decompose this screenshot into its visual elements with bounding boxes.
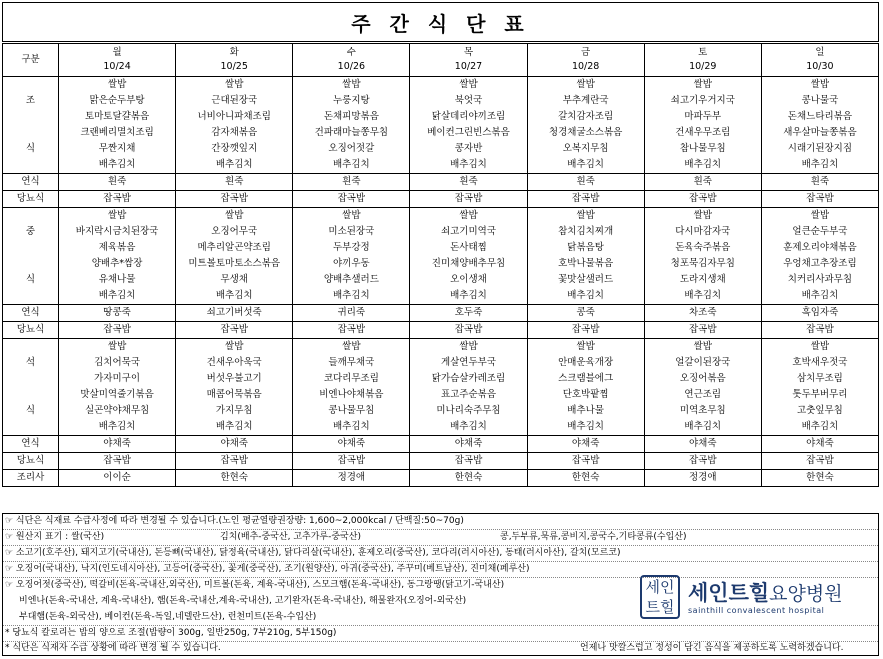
soft-diet-item: 야채죽 <box>761 436 878 453</box>
menu-item: 버섯우불고기 <box>176 371 293 387</box>
breakfast-label-cell <box>3 157 59 174</box>
dinner-label-cell <box>3 371 59 387</box>
menu-item: 쌀밥 <box>761 77 878 94</box>
day-date: 10/26 <box>337 61 366 72</box>
header-row <box>3 44 879 77</box>
soft-diet-item: 땅콩죽 <box>59 305 176 322</box>
menu-item: 건파래마늘쫑무침 <box>293 125 410 141</box>
weekly-menu-table <box>2 43 879 487</box>
diabetic-diet-item: 잡곡밥 <box>761 322 878 339</box>
menu-item: 쌀밥 <box>59 208 176 225</box>
menu-item: 배추김치 <box>527 288 644 305</box>
diabetic-diet-item: 잡곡밥 <box>761 453 878 470</box>
soft-diet-item: 흰죽 <box>59 174 176 191</box>
menu-item: 고춧잎무침 <box>761 403 878 419</box>
menu-item: 톳두부버무리 <box>761 387 878 403</box>
menu-item: 게살연두부국 <box>410 355 527 371</box>
cook-name: 정경애 <box>644 470 761 487</box>
menu-item: 무짠지채 <box>59 141 176 157</box>
menu-item: 크랜베리멸치조림 <box>59 125 176 141</box>
dinner-label-cell <box>3 387 59 403</box>
menu-item: 베이컨그린빈스볶음 <box>410 125 527 141</box>
day-name: 토 <box>698 47 708 58</box>
page-title-bar <box>2 2 879 42</box>
diabetic-diet-item: 잡곡밥 <box>176 453 293 470</box>
menu-item: 돈육숙주볶음 <box>644 240 761 256</box>
day-date: 10/27 <box>454 61 483 72</box>
diabetic-diet-item: 잡곡밥 <box>644 322 761 339</box>
menu-item: 배추김치 <box>644 288 761 305</box>
menu-item: 도라지생채 <box>644 272 761 288</box>
menu-item: 쌀밥 <box>410 77 527 94</box>
breakfast-label-top: 조 <box>3 93 59 109</box>
menu-item: 돈채피망볶음 <box>293 109 410 125</box>
breakfast-label-cell <box>3 77 59 94</box>
menu-item: 얼갈이된장국 <box>644 355 761 371</box>
lunch-label-cell <box>3 256 59 272</box>
menu-item: 얼큰순두부국 <box>761 224 878 240</box>
soft-diet-item: 흰죽 <box>293 174 410 191</box>
menu-item: 제육볶음 <box>59 240 176 256</box>
breakfast-label-cell <box>3 125 59 141</box>
soft-diet-label: 연식 <box>3 305 59 322</box>
cook-name: 한현숙 <box>176 470 293 487</box>
menu-item: 배추김치 <box>59 288 176 305</box>
soft-diet-item: 흰죽 <box>410 174 527 191</box>
note-origin <box>5 530 875 545</box>
menu-item: 갈치감자조림 <box>527 109 644 125</box>
soft-diet-item: 야채죽 <box>59 436 176 453</box>
soft-diet-item: 귀리죽 <box>293 305 410 322</box>
breakfast-row <box>3 93 879 109</box>
note-origin-processed-1: ☞ 오징어젓(중국산), 떡갈비(돈육-국내산,외국산), 미트볼(돈육, 계육-국내산), 스모크햄(돈육-국내산), 동그랑땡(닭고기-국내산) <box>5 580 505 590</box>
menu-item: 쌀밥 <box>761 339 878 356</box>
day-name: 목 <box>463 47 474 58</box>
day-name: 월 <box>112 47 122 58</box>
day-name: 금 <box>581 47 591 58</box>
menu-item: 김치어묵국 <box>59 355 176 371</box>
logo-seal-icon: 세인 트힐 <box>640 575 680 619</box>
menu-item: 양배추*쌈장 <box>59 256 176 272</box>
menu-item: 가지무침 <box>176 403 293 419</box>
menu-item: 우엉채고추장조림 <box>761 256 878 272</box>
menu-item: 쌀밥 <box>59 77 176 94</box>
menu-item: 배추김치 <box>293 419 410 436</box>
menu-item: 배추김치 <box>761 157 878 174</box>
diabetic-diet-item: 잡곡밥 <box>410 453 527 470</box>
dinner-diabetic-row <box>3 453 879 470</box>
breakfast-label-bottom: 식 <box>3 141 59 157</box>
menu-item: 배추김치 <box>410 157 527 174</box>
menu-item: 표고주순볶음 <box>410 387 527 403</box>
menu-item: 참치김치찌개 <box>527 224 644 240</box>
menu-item: 건새우아욱국 <box>176 355 293 371</box>
menu-item: 다시마감자국 <box>644 224 761 240</box>
note-origin-processed-2: 비엔나(돈육-국내산, 계육-국내산), 햄(돈육-국내산,계육-국내산), 고기완자(돈육-국내산), 해물완자(오징어-외국산) <box>19 596 467 606</box>
soft-diet-item: 흰죽 <box>644 174 761 191</box>
soft-diet-item: 쇠고기버섯죽 <box>176 305 293 322</box>
day-header <box>176 44 293 77</box>
menu-item: 쌀밥 <box>644 339 761 356</box>
breakfast-row <box>3 141 879 157</box>
menu-item: 호박새우젓국 <box>761 355 878 371</box>
cook-name: 이이순 <box>59 470 176 487</box>
menu-item: 배추김치 <box>59 419 176 436</box>
menu-item: 배추김치 <box>527 419 644 436</box>
menu-item: 배추김치 <box>293 288 410 305</box>
diabetic-diet-item: 잡곡밥 <box>527 453 644 470</box>
day-header <box>293 44 410 77</box>
menu-item: 배추김치 <box>59 157 176 174</box>
logo-name: 세인트힐요양병원 <box>688 581 843 605</box>
diabetic-diet-item: 잡곡밥 <box>410 191 527 208</box>
menu-item: 비엔나야채볶음 <box>293 387 410 403</box>
note-origin-meat: ☞ 소고기(호주산), 돼지고기(국내산), 돈등뼈(국내산), 닭정육(국내산), 닭다리살(국내산), 훈제오리(중국산), 코다리(러시아산), 동태(러시아산), 갈치(모르코) <box>5 548 621 558</box>
note-origin-seafood: ☞ 오징어(국내산), 낙지(인도네시아산), 고등어(중국산), 꽃게(중국산), 조기(원양산), 아귀(중국산), 주꾸미(베트남산), 진미채(페루산) <box>5 564 530 574</box>
menu-item: 연근조림 <box>644 387 761 403</box>
lunch-label-top: 중 <box>3 224 59 240</box>
menu-item: 콩나물무침 <box>293 403 410 419</box>
soft-diet-item: 야채죽 <box>644 436 761 453</box>
header-label: 구분 <box>3 44 59 77</box>
menu-item: 유채나물 <box>59 272 176 288</box>
menu-item: 단호박팥찜 <box>527 387 644 403</box>
soft-diet-label: 연식 <box>3 174 59 191</box>
menu-item: 미역초무침 <box>644 403 761 419</box>
day-date: 10/24 <box>103 61 131 72</box>
menu-item: 바지락시금치된장국 <box>59 224 176 240</box>
menu-item: 쌀밥 <box>293 208 410 225</box>
menu-item: 북엇국 <box>410 93 527 109</box>
menu-item: 부추계란국 <box>527 93 644 109</box>
cook-name: 한현숙 <box>527 470 644 487</box>
menu-item: 오징어젓갈 <box>293 141 410 157</box>
menu-item: 훈제오리야채볶음 <box>761 240 878 256</box>
menu-item: 배추김치 <box>293 157 410 174</box>
note-footer-change: * 식단은 식재자 수급 상황에 따라 변경 될 수 있습니다. <box>5 643 221 653</box>
menu-item: 쌀밥 <box>176 77 293 94</box>
day-date: 10/30 <box>806 61 834 72</box>
menu-item: 미소된장국 <box>293 224 410 240</box>
lunch-row <box>3 240 879 256</box>
day-header <box>59 44 176 77</box>
soft-diet-item: 흰죽 <box>761 174 878 191</box>
breakfast-label-cell <box>3 109 59 125</box>
dinner-soft-row <box>3 436 879 453</box>
dinner-row <box>3 387 879 403</box>
lunch-row <box>3 208 879 225</box>
menu-item: 삼치무조림 <box>761 371 878 387</box>
day-header <box>644 44 761 77</box>
soft-diet-item: 흑임자죽 <box>761 305 878 322</box>
menu-item: 너비아니파채조림 <box>176 109 293 125</box>
dinner-label-top: 석 <box>3 355 59 371</box>
breakfast-soft-row <box>3 174 879 191</box>
menu-item: 배추김치 <box>761 288 878 305</box>
breakfast-diabetic-row <box>3 191 879 208</box>
menu-item: 오징어무국 <box>176 224 293 240</box>
soft-diet-item: 야채죽 <box>293 436 410 453</box>
lunch-label-cell <box>3 240 59 256</box>
diabetic-diet-item: 잡곡밥 <box>293 191 410 208</box>
day-date: 10/29 <box>689 61 717 72</box>
menu-item: 배추김치 <box>410 419 527 436</box>
menu-item: 배추김치 <box>527 157 644 174</box>
menu-item: 콩나물국 <box>761 93 878 109</box>
diabetic-diet-item: 잡곡밥 <box>644 191 761 208</box>
menu-item: 쌀밥 <box>293 339 410 356</box>
day-date: 10/28 <box>571 61 600 72</box>
menu-item: 배추김치 <box>761 419 878 436</box>
diabetic-diet-item: 잡곡밥 <box>59 322 176 339</box>
diabetic-diet-item: 잡곡밥 <box>59 453 176 470</box>
menu-item: 간장깻잎지 <box>176 141 293 157</box>
note-diabetic-calorie: * 당뇨식 칼로리는 밥의 양으로 조절(밥량이 300g, 일반250g, 7부210g, 5부150g) <box>5 628 337 638</box>
menu-item: 들깨무채국 <box>293 355 410 371</box>
note-footer <box>5 641 875 656</box>
diabetic-diet-item: 잡곡밥 <box>293 453 410 470</box>
hospital-logo <box>638 573 878 623</box>
soft-diet-item: 야채죽 <box>527 436 644 453</box>
breakfast-row <box>3 77 879 94</box>
menu-item: 맛살미역줄기볶음 <box>59 387 176 403</box>
menu-item: 쌀밥 <box>761 208 878 225</box>
breakfast-row <box>3 157 879 174</box>
menu-item: 꽃맛살샐러드 <box>527 272 644 288</box>
breakfast-row <box>3 109 879 125</box>
dinner-label-cell <box>3 339 59 356</box>
menu-item: 배추김치 <box>176 157 293 174</box>
menu-item: 메추리알곤약조림 <box>176 240 293 256</box>
lunch-soft-row <box>3 305 879 322</box>
dinner-row <box>3 403 879 419</box>
menu-item: 닭살데리야끼조림 <box>410 109 527 125</box>
menu-item: 배추김치 <box>410 288 527 305</box>
diabetic-diet-item: 잡곡밥 <box>176 191 293 208</box>
diabetic-diet-item: 잡곡밥 <box>293 322 410 339</box>
note-origin-processed-3: 부대햄(돈육-외국산), 베이컨(돈육-독일,네델란드산), 런천미트(돈육-수입산) <box>19 612 317 622</box>
day-header <box>761 44 878 77</box>
menu-item: 쇠고기미역국 <box>410 224 527 240</box>
lunch-row <box>3 224 879 240</box>
diabetic-diet-item: 잡곡밥 <box>527 322 644 339</box>
menu-item: 배추김치 <box>176 419 293 436</box>
menu-item: 쌀밥 <box>527 208 644 225</box>
menu-item: 미트볼토마토소스볶음 <box>176 256 293 272</box>
menu-item: 쌀밥 <box>644 77 761 94</box>
menu-item: 건새우무조림 <box>644 125 761 141</box>
menu-item: 배추김치 <box>644 419 761 436</box>
cook-name: 정경애 <box>293 470 410 487</box>
dinner-label-bottom: 식 <box>3 403 59 419</box>
day-name: 수 <box>346 47 356 58</box>
day-header <box>410 44 527 77</box>
menu-item: 배추김치 <box>176 288 293 305</box>
page-title: 주 간 식 단 표 <box>351 11 530 36</box>
lunch-row <box>3 272 879 288</box>
note-origin-beans: 콩,두부류,묵류,콩비지,콩국수,기타콩류(수입산) <box>500 532 687 542</box>
menu-item: 치커리사과무침 <box>761 272 878 288</box>
menu-item: 스크램블에그 <box>527 371 644 387</box>
menu-item: 오복지무침 <box>527 141 644 157</box>
menu-item: 돈사태찜 <box>410 240 527 256</box>
soft-diet-label: 연식 <box>3 436 59 453</box>
menu-item: 배추김치 <box>644 157 761 174</box>
menu-item: 토마토달걀볶음 <box>59 109 176 125</box>
soft-diet-item: 야채죽 <box>176 436 293 453</box>
menu-item: 쌀밥 <box>293 77 410 94</box>
menu-item: 쌀밥 <box>410 339 527 356</box>
logo-english: sainthill convalescent hospital <box>688 606 825 615</box>
diabetic-diet-label: 당뇨식 <box>3 322 59 339</box>
soft-diet-item: 콩죽 <box>527 305 644 322</box>
dinner-row <box>3 419 879 436</box>
lunch-label-cell <box>3 208 59 225</box>
soft-diet-item: 흰죽 <box>527 174 644 191</box>
note-footer-promise: 언제나 맛깔스럽고 정성이 담긴 음식을 제공하도록 노력하겠습니다. <box>580 643 844 653</box>
menu-item: 누룽지탕 <box>293 93 410 109</box>
cook-row <box>3 470 879 487</box>
menu-item: 무생채 <box>176 272 293 288</box>
cook-label: 조리사 <box>3 470 59 487</box>
dinner-label-cell <box>3 419 59 436</box>
diabetic-diet-item: 잡곡밥 <box>410 322 527 339</box>
menu-item: 쌀밥 <box>527 339 644 356</box>
menu-item: 안매운육개장 <box>527 355 644 371</box>
menu-item: 쌀밥 <box>644 208 761 225</box>
menu-item: 새우살마늘쫑볶음 <box>761 125 878 141</box>
soft-diet-item: 흰죽 <box>176 174 293 191</box>
lunch-diabetic-row <box>3 322 879 339</box>
soft-diet-item: 야채죽 <box>410 436 527 453</box>
day-name: 일 <box>815 47 825 58</box>
menu-item: 두부강정 <box>293 240 410 256</box>
menu-item: 실곤약야채무침 <box>59 403 176 419</box>
dinner-row <box>3 339 879 356</box>
diabetic-diet-item: 잡곡밥 <box>176 322 293 339</box>
menu-item: 시래기된장지짐 <box>761 141 878 157</box>
menu-item: 청포묵김자무침 <box>644 256 761 272</box>
menu-item: 참나물무침 <box>644 141 761 157</box>
menu-item: 쇠고기우거지국 <box>644 93 761 109</box>
menu-item: 코다리무조림 <box>293 371 410 387</box>
menu-item: 가자미구이 <box>59 371 176 387</box>
lunch-label-cell <box>3 288 59 305</box>
menu-item: 오징어볶음 <box>644 371 761 387</box>
diabetic-diet-item: 잡곡밥 <box>527 191 644 208</box>
diabetic-diet-label: 당뇨식 <box>3 453 59 470</box>
day-header <box>527 44 644 77</box>
menu-item: 청경채굴소스볶음 <box>527 125 644 141</box>
menu-item: 마파두부 <box>644 109 761 125</box>
menu-item: 양배추샐러드 <box>293 272 410 288</box>
dinner-row <box>3 371 879 387</box>
day-name: 화 <box>229 47 239 58</box>
menu-item: 맑은순두부탕 <box>59 93 176 109</box>
menu-item: 쌀밥 <box>176 339 293 356</box>
menu-item: 쌀밥 <box>59 339 176 356</box>
menu-item: 미나리숙주무침 <box>410 403 527 419</box>
cook-name: 한현숙 <box>761 470 878 487</box>
menu-item: 오이생채 <box>410 272 527 288</box>
lunch-row <box>3 288 879 305</box>
diabetic-diet-label: 당뇨식 <box>3 191 59 208</box>
menu-item: 쌀밥 <box>410 208 527 225</box>
menu-item: 돈채느타리볶음 <box>761 109 878 125</box>
lunch-label-bottom: 식 <box>3 272 59 288</box>
menu-item: 쌀밥 <box>176 208 293 225</box>
menu-item: 감자채볶음 <box>176 125 293 141</box>
diabetic-diet-item: 잡곡밥 <box>644 453 761 470</box>
note-menu-change: ☞ 식단은 식재료 수급사정에 따라 변경될 수 있습니다.(노인 평균열량권장량: 1,600~2,000kcal / 단백질:50~70g) <box>5 516 464 526</box>
menu-item: 야끼우동 <box>293 256 410 272</box>
note-origin-kimchi: 김치(배추-중국산, 고추가루-중국산) <box>220 532 361 542</box>
lunch-row <box>3 256 879 272</box>
note-origin-rice: ☞ 원산지 표기 : 쌀(국산) <box>5 532 105 542</box>
cook-name: 한현숙 <box>410 470 527 487</box>
menu-item: 닭가슴살카레조림 <box>410 371 527 387</box>
diabetic-diet-item: 잡곡밥 <box>761 191 878 208</box>
soft-diet-item: 호두죽 <box>410 305 527 322</box>
menu-item: 매콤어묵볶음 <box>176 387 293 403</box>
day-date: 10/25 <box>220 61 248 72</box>
menu-item: 콩자반 <box>410 141 527 157</box>
menu-item: 진미채양배추무침 <box>410 256 527 272</box>
menu-item: 호박나물볶음 <box>527 256 644 272</box>
diabetic-diet-item: 잡곡밥 <box>59 191 176 208</box>
menu-item: 쌀밥 <box>527 77 644 94</box>
breakfast-row <box>3 125 879 141</box>
dinner-row <box>3 355 879 371</box>
menu-item: 근대된장국 <box>176 93 293 109</box>
menu-item: 닭볶음탕 <box>527 240 644 256</box>
menu-item: 배추나물 <box>527 403 644 419</box>
soft-diet-item: 차조죽 <box>644 305 761 322</box>
